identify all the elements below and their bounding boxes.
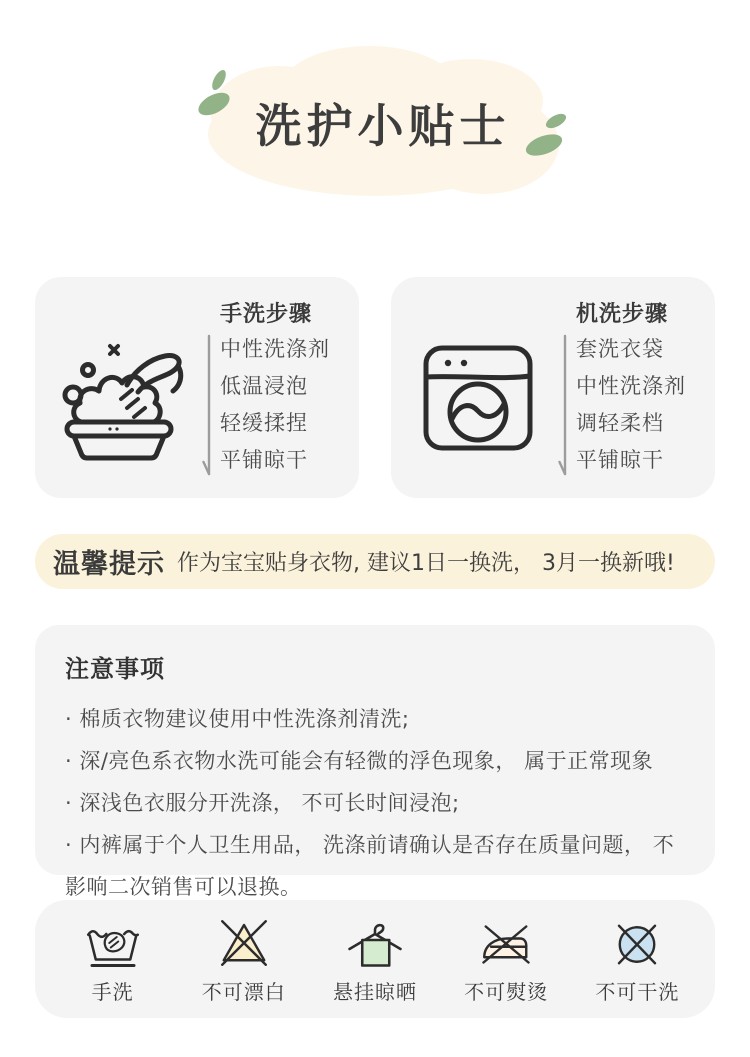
machine-wash-card xyxy=(391,277,715,498)
notice-title: 注意事项 xyxy=(65,655,165,683)
machine-wash-title: 机洗步骤 xyxy=(576,302,669,327)
arrow-down-icon xyxy=(557,333,573,483)
header-banner xyxy=(183,28,583,216)
warm-tip-banner xyxy=(35,534,715,589)
notice-item: · 棉质衣物建议使用中性洗涤剂清洗; xyxy=(65,707,410,731)
wash-step: 中性洗涤剂 xyxy=(576,374,686,398)
notice-item: · 深浅色衣服分开洗涤， 不可长时间浸泡; xyxy=(65,791,460,815)
machine-wash-steps xyxy=(576,331,686,479)
care-symbol-hand-wash xyxy=(50,913,176,1005)
care-symbol-label: 手洗 xyxy=(91,980,134,1004)
care-symbol-label: 不可漂白 xyxy=(201,980,286,1004)
care-symbol-no-iron xyxy=(443,913,569,1005)
notice-card xyxy=(35,625,715,899)
wash-step: 平铺晾干 xyxy=(576,448,664,472)
care-symbol-label: 悬挂晾晒 xyxy=(332,980,417,1004)
hang-dry-icon xyxy=(345,913,405,973)
wash-step: 调轻柔档 xyxy=(576,411,664,435)
care-symbol-no-bleach xyxy=(181,913,307,1005)
notice-item: · 深/亮色系衣物水洗可能会有轻微的浮色现象， 属于正常现象 xyxy=(65,749,654,773)
care-symbol-label: 不可熨烫 xyxy=(464,980,549,1004)
no-dry-clean-icon xyxy=(607,913,667,973)
hand-wash-steps xyxy=(220,331,330,479)
wash-step: 低温浸泡 xyxy=(220,374,308,398)
care-symbol-no-dry-clean xyxy=(574,913,700,1005)
wash-step: 轻缓揉捏 xyxy=(220,411,308,435)
wash-step: 套洗衣袋 xyxy=(576,337,664,361)
warm-tip-text: 作为宝宝贴身衣物, 建议1日一换洗， 3月一换新哦! xyxy=(177,551,675,576)
washing-machine-icon xyxy=(413,333,543,463)
hand-wash-card xyxy=(35,277,359,498)
care-symbol-label: 不可干洗 xyxy=(595,980,680,1004)
warm-tip-label: 温馨提示 xyxy=(53,549,165,580)
wash-basin-icon xyxy=(57,333,187,463)
care-symbols-card xyxy=(35,900,715,1018)
hand-wash-icon xyxy=(83,913,143,973)
care-symbol-hang-dry xyxy=(312,913,438,1005)
wash-step: 中性洗涤剂 xyxy=(220,337,330,361)
hand-wash-title: 手洗步骤 xyxy=(220,302,313,327)
page-title: 洗护小贴士 xyxy=(255,99,511,153)
no-iron-icon xyxy=(476,913,536,973)
arrow-down-icon xyxy=(201,333,217,483)
notice-item: · 内裤属于个人卫生用品， 洗涤前请确认是否存在质量问题， 不影响二次销售可以退换。 xyxy=(65,833,675,899)
wash-step: 平铺晾干 xyxy=(220,448,308,472)
no-bleach-icon xyxy=(214,913,274,973)
